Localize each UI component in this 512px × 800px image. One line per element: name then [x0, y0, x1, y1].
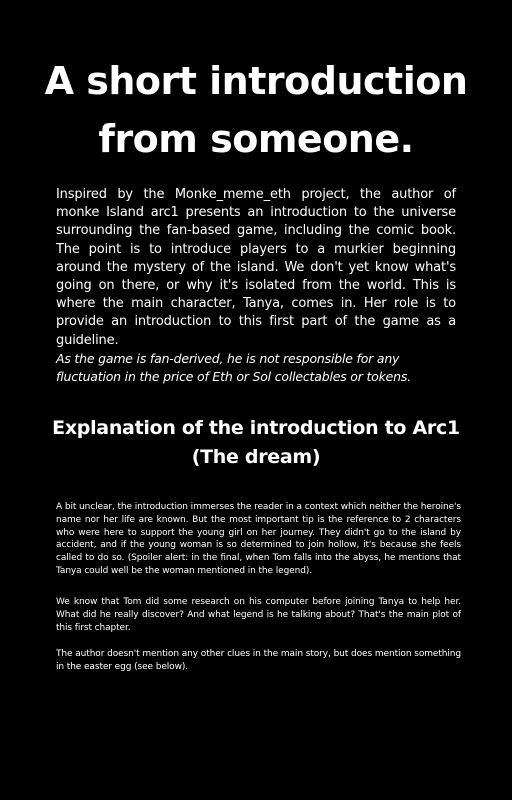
intro-paragraph: Inspired by the Monke_meme_eth project, the author of monke Island arc1 presents an introduction to the universe surrounding the fan-based game, including the comic book. The point is to introduce players to a murkier beginning around the mystery of the island. We don't yet know what's going on there, or why it's isolated from the world. This is where the main character, Tanya, comes in. Her role is to provide an introduction to this first part of the game as a guideline.	[56, 187, 456, 348]
page-title: A short introduction from someone.	[44, 59, 468, 161]
disclaimer-text: As the game is fan-derived, he is not responsible for any fluctuation in the price of Eth or Sol collectables or tokens.	[56, 351, 411, 385]
section-paragraph-1: A bit unclear, the introduction immerses the reader in a context which neither the heroine's name nor her life are known. But the most important tip is the reference to 2 characters who were here to support the young girl on her journey. They didn't go to the island by accident, and if the young woman is so determined to join hollow, it's because she feels called to do so. (Spoiler alert: in the final, when Tom falls into the abyss, he mentions that Tanya could well be the woman mentioned in the legend).	[56, 502, 461, 576]
section-paragraph-2: We know that Tom did some research on his computer before joining Tanya to help her. What did he really discover? And what legend is he talking about? That's the main plot of this first chapter.	[56, 597, 461, 633]
section-title: Explanation of the introduction to Arc1 (The dream)	[52, 417, 460, 468]
section-paragraph-3: The author doesn't mention any other clues in the main story, but does mention something in the easter egg (see below).	[56, 649, 461, 672]
